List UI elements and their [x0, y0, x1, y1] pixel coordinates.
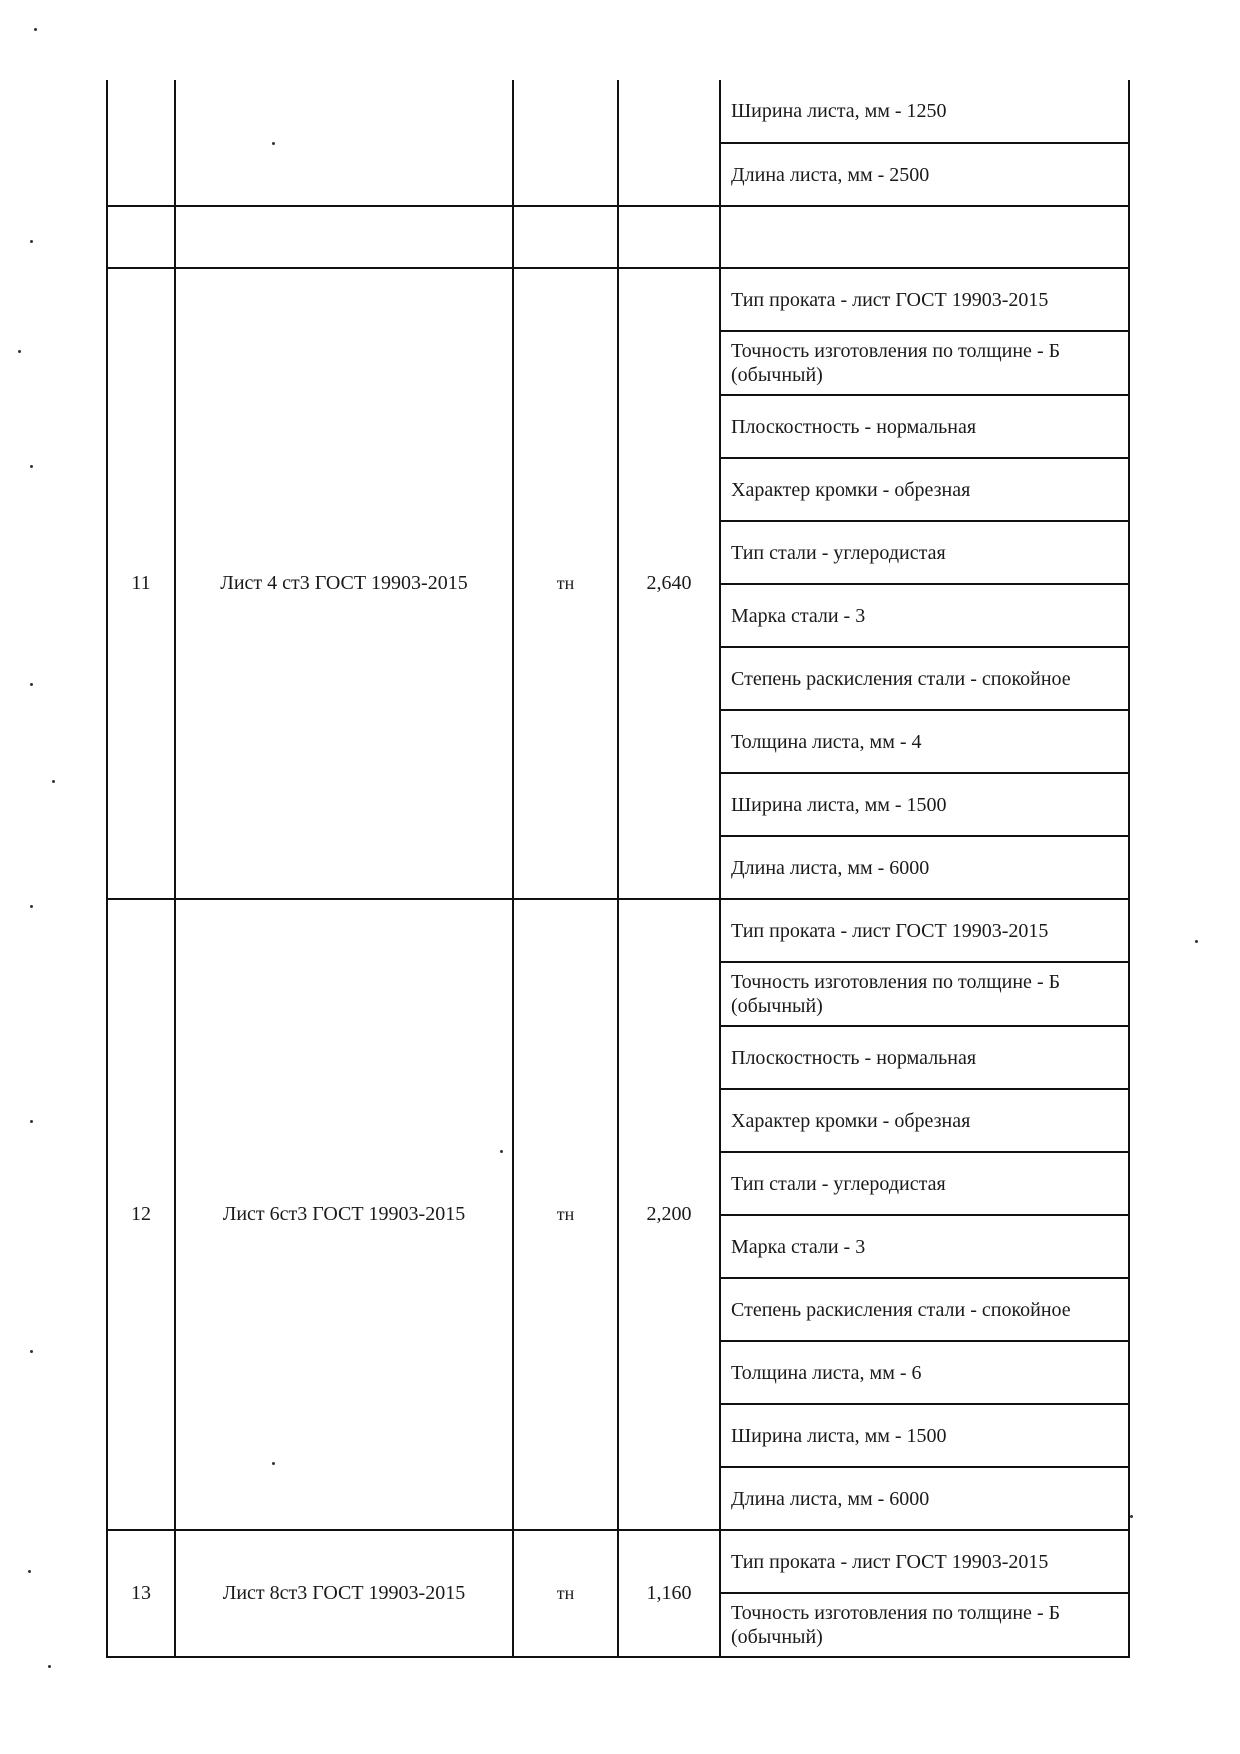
- characteristic-cell: Плоскостность - нормальная: [720, 395, 1129, 458]
- row-number-cell: 12: [107, 899, 175, 1530]
- characteristic-cell: Длина листа, мм - 2500: [720, 143, 1129, 206]
- characteristic-cell: Ширина листа, мм - 1250: [720, 80, 1129, 143]
- characteristic-cell: Степень раскисления стали - спокойное: [720, 647, 1129, 710]
- scan-speck: [30, 905, 33, 908]
- scan-speck: [1130, 1515, 1133, 1518]
- characteristic-cell: Тип стали - углеродистая: [720, 1152, 1129, 1215]
- characteristic-cell: Толщина листа, мм - 6: [720, 1341, 1129, 1404]
- quantity-cell: 1,160: [618, 1530, 720, 1657]
- scan-speck: [1195, 940, 1198, 943]
- scan-speck: [500, 1150, 503, 1153]
- characteristic-cell: Тип стали - углеродистая: [720, 521, 1129, 584]
- unit-cell: тн: [513, 268, 618, 899]
- scan-speck: [30, 683, 33, 686]
- scan-speck: [28, 1570, 31, 1573]
- quantity-cell: 2,640: [618, 268, 720, 899]
- table-row: [107, 80, 1129, 143]
- characteristic-cell: Степень раскисления стали - спокойное: [720, 1278, 1129, 1341]
- characteristic-cell: Точность изготовления по толщине - Б (обычный): [720, 331, 1129, 395]
- characteristic-cell: Точность изготовления по толщине - Б (обычный): [720, 962, 1129, 1026]
- characteristic-cell: Точность изготовления по толщине - Б (обычный): [720, 1593, 1129, 1657]
- scan-speck: [18, 350, 21, 353]
- characteristic-cell: Марка стали - 3: [720, 584, 1129, 647]
- characteristic-cell: Длина листа, мм - 6000: [720, 1467, 1129, 1530]
- table-row: [107, 899, 1129, 962]
- characteristic-cell: Плоскостность - нормальная: [720, 1026, 1129, 1089]
- scan-speck: [272, 1462, 275, 1465]
- item-name-cell: Лист 8ст3 ГОСТ 19903-2015: [175, 1530, 513, 1657]
- scan-speck: [30, 1120, 33, 1123]
- scan-speck: [30, 465, 33, 468]
- unit-cell: тн: [513, 899, 618, 1530]
- table-row: [107, 1530, 1129, 1593]
- characteristic-cell: Тип проката - лист ГОСТ 19903-2015: [720, 1530, 1129, 1593]
- unit-cell: тн: [513, 1530, 618, 1657]
- characteristic-cell: Тип проката - лист ГОСТ 19903-2015: [720, 268, 1129, 331]
- characteristic-cell: Толщина листа, мм - 4: [720, 710, 1129, 773]
- item-name-cell: Лист 4 ст3 ГОСТ 19903-2015: [175, 268, 513, 899]
- item-name-cell: [175, 80, 513, 206]
- characteristic-cell: Характер кромки - обрезная: [720, 1089, 1129, 1152]
- characteristic-cell: Ширина листа, мм - 1500: [720, 773, 1129, 836]
- row-number-cell: 13: [107, 1530, 175, 1657]
- empty-table-row: [107, 206, 1129, 268]
- scan-speck: [30, 240, 33, 243]
- characteristic-cell: Марка стали - 3: [720, 1215, 1129, 1278]
- characteristic-cell: Ширина листа, мм - 1500: [720, 1404, 1129, 1467]
- characteristic-cell: Длина листа, мм - 6000: [720, 836, 1129, 899]
- quantity-cell: [618, 80, 720, 206]
- row-number-cell: [107, 80, 175, 206]
- unit-cell: [513, 80, 618, 206]
- scan-speck: [30, 1350, 33, 1353]
- item-name-cell: Лист 6ст3 ГОСТ 19903-2015: [175, 899, 513, 1530]
- scan-speck: [52, 780, 55, 783]
- characteristic-cell: Характер кромки - обрезная: [720, 458, 1129, 521]
- table-row: [107, 268, 1129, 331]
- scan-speck: [48, 1665, 51, 1668]
- quantity-cell: 2,200: [618, 899, 720, 1530]
- specification-table: [106, 80, 1130, 1658]
- row-number-cell: 11: [107, 268, 175, 899]
- scan-speck: [272, 142, 275, 145]
- characteristic-cell: Тип проката - лист ГОСТ 19903-2015: [720, 899, 1129, 962]
- scan-speck: [34, 28, 37, 31]
